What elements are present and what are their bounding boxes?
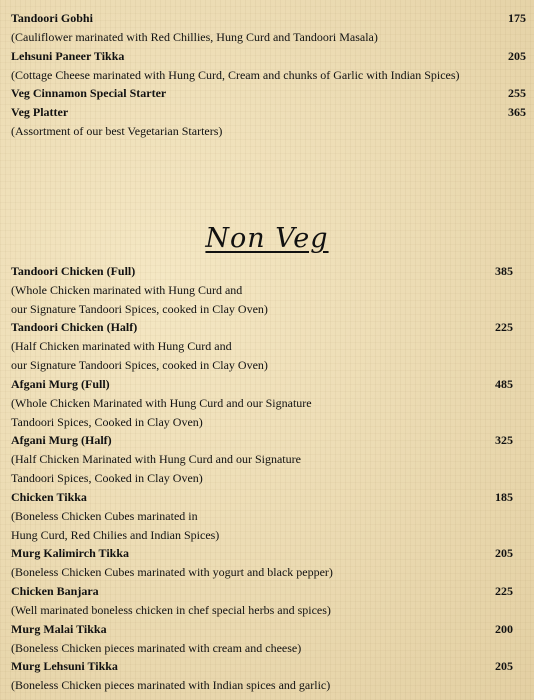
item-price: 225 (495, 320, 513, 334)
item-name: Afgani Murg (Half) (11, 433, 112, 447)
menu-item (11, 375, 526, 394)
item-name: Murg Kalimirch Tikka (11, 546, 130, 560)
item-name: Murg Lehsuni Tikka (11, 659, 118, 673)
item-name: Chicken Banjara (11, 584, 99, 598)
item-price: 175 (508, 11, 526, 25)
menu-item (11, 47, 526, 66)
item-name: Tandoori Chicken (Half) (11, 320, 138, 334)
menu-item (11, 9, 526, 28)
item-description: Tandoori Spices, Cooked in Clay Oven) (11, 471, 203, 485)
item-price: 205 (495, 659, 513, 673)
item-description: (Half Chicken marinated with Hung Curd and (11, 339, 232, 353)
item-price: 205 (495, 546, 513, 560)
section-title-text: Non Veg (205, 223, 329, 254)
item-price: 365 (508, 105, 526, 119)
item-name: Murg Malai Tikka (11, 622, 107, 636)
menu-item (11, 262, 526, 281)
item-price: 200 (495, 622, 513, 636)
item-price: 485 (495, 377, 513, 391)
menu-item (11, 488, 526, 507)
item-description: (Boneless Chicken pieces marinated with cream and cheese) (11, 641, 302, 655)
item-description: (Well marinated boneless chicken in chef special herbs and spices) (11, 603, 331, 617)
item-name: Afgani Murg (Full) (11, 377, 110, 391)
section-title (0, 219, 534, 259)
item-description: our Signature Tandoori Spices, cooked in Clay Oven) (11, 358, 268, 372)
item-price: 205 (508, 49, 526, 63)
item-name: Lehsuni Paneer Tikka (11, 49, 125, 63)
item-description: (Whole Chicken marinated with Hung Curd and (11, 283, 243, 297)
item-description: (Half Chicken Marinated with Hung Curd and our Signature (11, 452, 301, 466)
menu-item (11, 103, 526, 122)
menu-item (11, 318, 526, 337)
menu-item (11, 582, 526, 601)
item-description: Tandoori Spices, Cooked in Clay Oven) (11, 415, 203, 429)
item-name: Tandoori Gobhi (11, 11, 93, 25)
menu-item (11, 84, 526, 103)
item-name: Tandoori Chicken (Full) (11, 264, 136, 278)
item-description: (Boneless Chicken pieces marinated with Indian spices and garlic) (11, 678, 331, 692)
item-description: (Boneless Chicken Cubes marinated in (11, 509, 198, 523)
menu-item (11, 544, 526, 563)
item-price: 225 (495, 584, 513, 598)
item-price: 385 (495, 264, 513, 278)
item-name: Veg Platter (11, 105, 69, 119)
item-name: Chicken Tikka (11, 490, 87, 504)
item-description: (Cauliflower marinated with Red Chillies, Hung Curd and Tandoori Masala) (11, 30, 378, 44)
item-description: (Boneless Chicken Cubes marinated with yogurt and black pepper) (11, 565, 333, 579)
menu-item (11, 657, 526, 676)
item-description: (Whole Chicken Marinated with Hung Curd and our Signature (11, 396, 312, 410)
item-price: 255 (508, 86, 526, 100)
item-name: Veg Cinnamon Special Starter (11, 86, 167, 100)
item-description: Hung Curd, Red Chilies and Indian Spices) (11, 528, 220, 542)
item-description: our Signature Tandoori Spices, cooked in Clay Oven) (11, 302, 268, 316)
item-price: 325 (495, 433, 513, 447)
menu-item (11, 620, 526, 639)
item-description: (Assortment of our best Vegetarian Starters) (11, 124, 223, 138)
item-price: 185 (495, 490, 513, 504)
menu-item (11, 431, 526, 450)
item-description: (Cottage Cheese marinated with Hung Curd, Cream and chunks of Garlic with Indian Spices) (11, 68, 460, 82)
